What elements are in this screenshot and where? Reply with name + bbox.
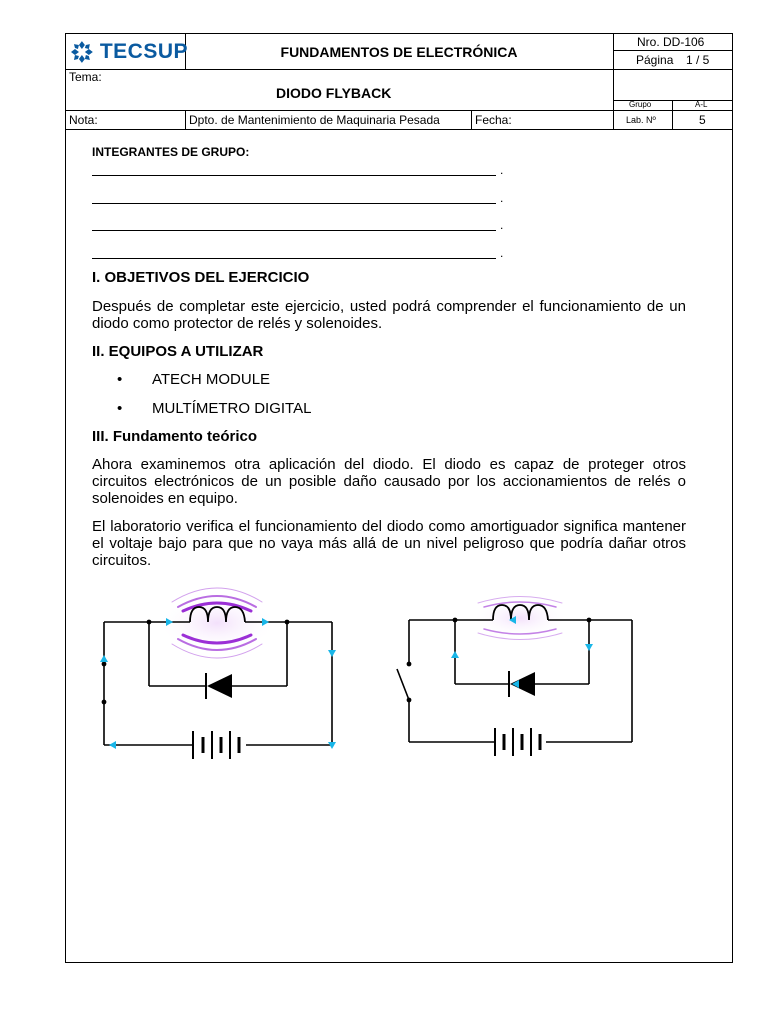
nota-label: Nota: [69,113,98,127]
grupo-label: Grupo [629,100,652,109]
group-member-line-3[interactable] [92,230,496,231]
group-member-line-3-end: . [500,218,504,232]
doc-number: Nro. DD-106 [637,35,705,49]
group-member-line-2-end: . [500,191,504,205]
tema-label: Tema: [69,70,102,84]
group-member-line-1-end: . [500,163,504,177]
lab-label: Lab. Nº [626,115,656,125]
objectives-text: Después de completar este ejercicio, usted podrá comprender el funcionamiento de un diodo como protector de relés y solenoides. [92,298,686,332]
group-member-line-2[interactable] [92,203,496,204]
fecha-label: Fecha: [475,113,512,127]
group-title: INTEGRANTES DE GRUPO: [92,145,250,159]
department: Dpto. de Mantenimiento de Maquinaria Pesada [189,113,440,127]
equipment-item-1: ATECH MODULE [152,371,271,388]
theory-paragraph-2: El laboratorio verifica el funcionamiento del diodo como amortiguador significa mantener el voltaje bajo para que no vaya más allá de un nivel peligroso que podría dañar otros circuitos. [92,518,686,569]
theory-paragraph-1: Ahora examinemos otra aplicación del diodo. El diodo es capaz de proteger otros circuitos electrónicos de un posible daño causado por los accionamientos de relés o solenoides en equipo. [92,456,686,507]
group-member-line-1[interactable] [92,175,496,176]
logo-text: TECSUP [99,39,188,63]
tecsup-logo-icon [70,40,94,64]
tecsup-logo [66,34,188,69]
course-title: FUNDAMENTOS DE ELECTRÓNICA [280,43,518,60]
lab-value: 5 [699,113,706,127]
theory-heading: III. Fundamento teórico [92,428,258,445]
group-member-line-4-end: . [500,246,504,260]
bullet-icon: • [117,400,123,417]
page-value: 1 / 5 [686,53,710,67]
tema-value: DIODO FLYBACK [276,85,392,101]
group-member-line-4[interactable] [92,258,496,259]
objectives-heading: I. OBJETIVOS DEL EJERCICIO [92,269,310,286]
equipment-heading: II. EQUIPOS A UTILIZAR [92,343,264,360]
grupo-value: A-L [695,100,708,109]
equipment-item-2: MULTÍMETRO DIGITAL [152,400,312,417]
page-label: Página [636,53,674,67]
bullet-icon: • [117,371,123,388]
